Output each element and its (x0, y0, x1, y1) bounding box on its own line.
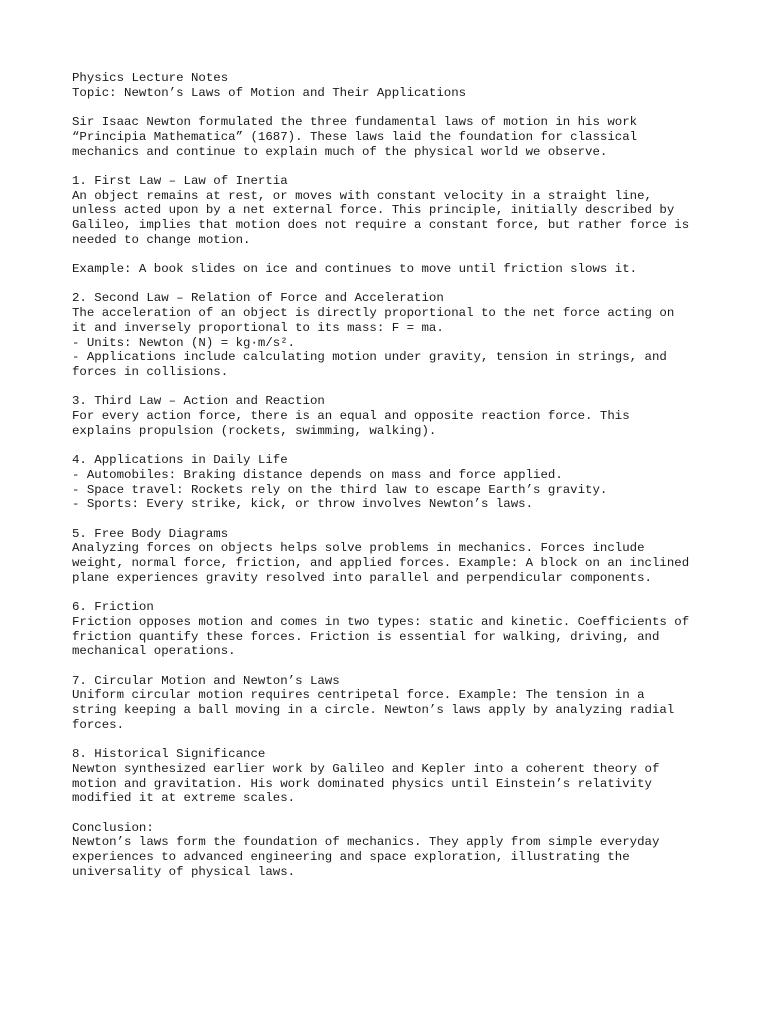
section-heading: 5. Free Body Diagrams (72, 526, 229, 541)
section-heading: 4. Applications in Daily Life (72, 453, 288, 468)
section-historical (72, 747, 732, 806)
body-line: - Units: Newton (N) = kg·m/s². (72, 335, 296, 350)
section-circular-motion (72, 674, 732, 733)
section-third-law (72, 394, 732, 438)
body-line: universality of physical laws. (72, 864, 296, 879)
section-first-law (72, 174, 732, 277)
blank-line (72, 806, 732, 821)
blank-line (72, 512, 732, 527)
body-line: string keeping a ball moving in a circle. Newton’s laws apply by analyzing radial (72, 703, 675, 718)
section-heading: 7. Circular Motion and Newton’s Laws (72, 673, 340, 688)
blank-line (72, 586, 732, 601)
body-line: unless acted upon by a net external force. This principle, initially described by (72, 203, 675, 218)
intro-line: mechanics and continue to explain much of the physical world we observe. (72, 144, 608, 159)
body-line: plane experiences gravity resolved into parallel and perpendicular components. (72, 570, 652, 585)
document-title: Physics Lecture Notes (72, 71, 229, 85)
body-line: forces. (72, 717, 125, 732)
body-line: it and inversely proportional to its mass: F = ma. (72, 320, 444, 335)
blank-line (72, 733, 732, 748)
body-line: friction quantify these forces. Friction is essential for walking, driving, and (72, 629, 660, 644)
body-line: For every action force, there is an equal and opposite reaction force. This (72, 409, 630, 424)
section-daily-life (72, 453, 732, 512)
section-heading: 6. Friction (72, 600, 154, 615)
intro-line: Sir Isaac Newton formulated the three fundamental laws of motion in his work (72, 115, 638, 130)
section-heading: 1. First Law – Law of Inertia (72, 173, 288, 188)
body-line: forces in collisions. (72, 365, 229, 379)
list-item: - Automobiles: Braking distance depends on mass and force applied. (72, 467, 563, 482)
blank-line (72, 159, 732, 174)
section-friction (72, 600, 732, 659)
body-line: Galileo, implies that motion does not require a constant force, but rather force is (72, 218, 690, 232)
example-line: Example: A book slides on ice and continues to move until friction slows it. (72, 262, 638, 277)
body-line: Newton synthesized earlier work by Galileo and Kepler into a coherent theory of (72, 761, 660, 776)
section-second-law (72, 291, 732, 379)
blank-line (72, 380, 732, 395)
body-line: motion and gravitation. His work dominated physics until Einstein’s relativity (72, 776, 652, 791)
body-line: explains propulsion (rockets, swimming, walking). (72, 423, 437, 438)
body-line: weight, normal force, friction, and applied forces. Example: A block on an inclined (72, 556, 690, 571)
section-heading: 3. Third Law – Action and Reaction (72, 394, 325, 409)
blank-line (72, 439, 732, 454)
body-line: Analyzing forces on objects helps solve problems in mechanics. Forces include (72, 541, 645, 556)
body-line: modified it at extreme scales. (72, 791, 296, 806)
body-line: An object remains at rest, or moves with constant velocity in a straight line, (72, 188, 652, 203)
section-heading: 2. Second Law – Relation of Force and Acceleration (72, 291, 444, 306)
body-line: Newton’s laws form the foundation of mechanics. They apply from simple everyday (72, 835, 660, 850)
section-heading: 8. Historical Significance (72, 747, 266, 762)
intro-paragraph (72, 115, 732, 159)
list-item: - Space travel: Rockets rely on the third law to escape Earth’s gravity. (72, 482, 608, 497)
blank-line (72, 100, 732, 115)
body-line: Friction opposes motion and comes in two types: static and kinetic. Coefficients of (72, 614, 690, 629)
document-page (72, 71, 732, 880)
document-topic: Topic: Newton’s Laws of Motion and Their Applications (72, 85, 467, 100)
list-item: - Sports: Every strike, kick, or throw involves Newton’s laws. (72, 497, 534, 512)
blank-line (72, 247, 732, 262)
intro-line: “Principia Mathematica” (1687). These laws laid the foundation for classical (72, 129, 638, 144)
section-free-body (72, 527, 732, 586)
body-line: Uniform circular motion requires centripetal force. Example: The tension in a (72, 688, 645, 703)
body-line: experiences to advanced engineering and space exploration, illustrating the (72, 850, 630, 865)
section-conclusion (72, 821, 732, 880)
body-line: needed to change motion. (72, 232, 251, 247)
blank-line (72, 659, 732, 674)
section-heading: Conclusion: (72, 820, 154, 835)
body-line: The acceleration of an object is directly proportional to the net force acting on (72, 306, 675, 321)
body-line: - Applications include calculating motion under gravity, tension in strings, and (72, 350, 667, 365)
body-line: mechanical operations. (72, 644, 236, 659)
blank-line (72, 277, 732, 292)
